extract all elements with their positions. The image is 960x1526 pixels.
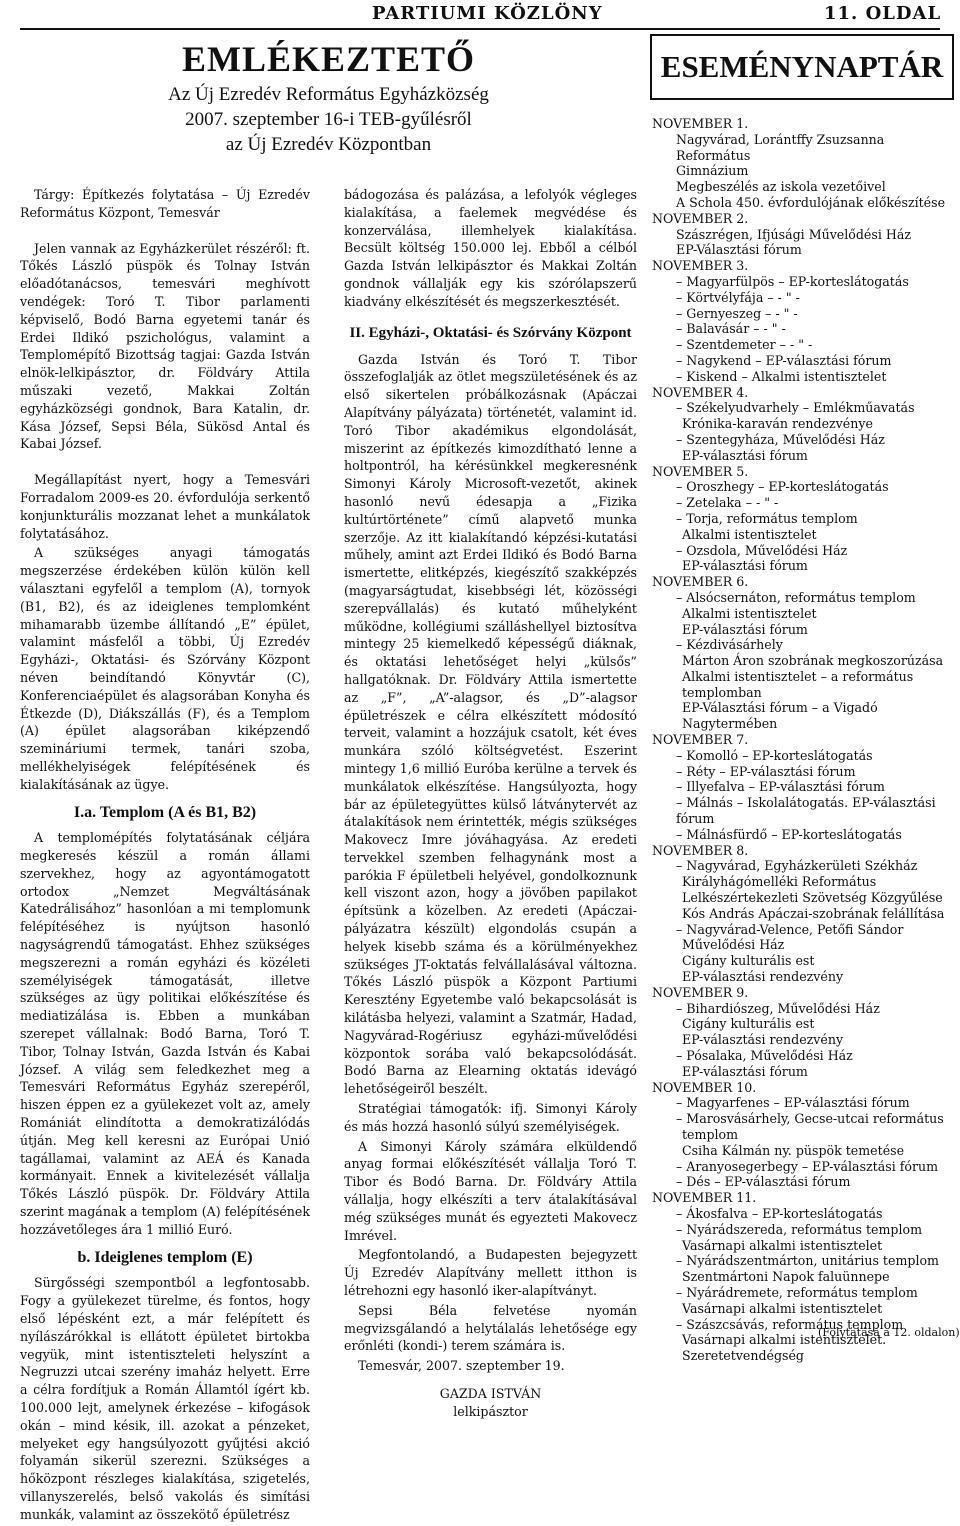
section-heading-kozpont: II. Egyházi-, Oktatási- és Szórvány Központ (349, 324, 632, 341)
article-title: EMLÉKEZTETŐ (181, 39, 476, 79)
event-line: – Kézdivásárhely (676, 637, 783, 653)
event-line: – Gernyeszeg – - " - (676, 305, 798, 321)
event-line: Cigány kulturális est (682, 953, 815, 969)
event-line: Alkalmi istentisztelet (682, 605, 817, 621)
event-date: NOVEMBER 11. (652, 1190, 757, 1206)
event-line: – Málnásfürdő – EP-korteslátogatás (676, 826, 902, 842)
event-line: – Kiskend – Alkalmi istentisztelet (676, 368, 887, 384)
section-heading-ideiglenes: b. Ideiglenes templom (E) (77, 1248, 253, 1266)
event-line: Szeretetvendégség (682, 1348, 804, 1364)
event-line: – Nyárádszentmárton, unitárius templom (676, 1253, 939, 1269)
section-heading-templom: I.a. Templom (A és B1, B2) (73, 803, 257, 821)
event-date: NOVEMBER 10. (652, 1079, 757, 1095)
signature-name: GAZDA ISTVÁN (439, 1386, 542, 1401)
event-line: Királyhágómelléki Református (682, 874, 877, 890)
event-line: – Ákosfalva – EP-korteslátogatás (676, 1205, 883, 1221)
event-line: EP-választási fórum (682, 1063, 808, 1079)
event-line: – Nyárádszereda, református templom (676, 1221, 923, 1237)
page-header (0, 0, 960, 30)
paragraph-simonyi: A Simonyi Károly számára elküldendő anyag formai előkészítését vállalja Toró T. Tibor és Bodó Barna. Dr. Földváry Attila vállalja, hogy elkészíti a terv átalakításával még szükséges munát és egyezteti Makovecz Imrével. (344, 1138, 637, 1243)
event-calendar-title-box (650, 34, 954, 100)
event-line: Szentmártoni Napok faluünnepe (682, 1269, 890, 1285)
event-line: EP-választási rendezvény (682, 1032, 844, 1048)
paragraph-supporters: Stratégiai támogatók: ifj. Simonyi Károly és más hozzá hasonló súlyú személyiségek. (344, 1101, 637, 1134)
publication-name: PARTIUMI KÖZLÖNY (372, 3, 603, 24)
event-date: NOVEMBER 6. (652, 574, 749, 590)
event-line: – Nagyvárad, Egyházkerületi Székház (676, 858, 918, 874)
event-line: Vasárnapi alkalmi istentisztelet. (682, 1332, 887, 1348)
event-line: Lelkészértekezleti Szövetség Közgyűlése (682, 890, 943, 906)
event-calendar-title: ESEMÉNYNAPTÁR (660, 49, 944, 84)
paragraph-kondi: Sepsi Béla felvetése nyomán megvizsgálandó a helytálalás lehetősége egy erőnléti (kondi-) terem számára is. (344, 1302, 637, 1354)
event-date: NOVEMBER 2. (652, 210, 749, 226)
event-line: templom (682, 1127, 739, 1142)
event-line: A Schola 450. évfordulójának előkészítése (676, 194, 946, 210)
event-line: – Komolló – EP-korteslátogatás (676, 747, 873, 763)
event-date: NOVEMBER 7. (652, 732, 749, 748)
event-line: – Oroszhegy – EP-korteslátogatás (676, 479, 889, 495)
event-line: – Alsócsernáton, református templom (676, 589, 916, 605)
article-subtitle-line-2: 2007. szeptember 16-i TEB-gyűlésről (185, 109, 472, 130)
event-line: – Dés – EP-választási fórum (676, 1174, 851, 1190)
event-date: NOVEMBER 4. (652, 384, 749, 400)
event-line: Vasárnapi alkalmi istentisztelet (682, 1300, 883, 1316)
document-date: Temesvár, 2007. szeptember 19. (358, 1358, 565, 1374)
event-line: Nagyvárad, Lorántffy Zsuzsanna Református (676, 131, 885, 163)
event-line: EP-választási fórum (682, 447, 808, 463)
event-line: – Bihardiószeg, Művelődési Ház (676, 1000, 880, 1016)
event-line: – Marosvásárhely, Gecse-utcai református (676, 1111, 944, 1127)
article-column-2 (344, 186, 637, 1421)
event-line: – Székelyudvarhely – Emlékműavatás (676, 400, 915, 416)
event-line: – Torja, református templom (676, 510, 858, 526)
event-line: Nagytermében (682, 716, 778, 732)
paragraph-kozpont: Gazda István és Toró T. Tibor összefoglalják az ötlet megszületésének és az első sikertelen próbálkozásnak (Apáczai Alapítvány pályázata) történetét, valamint id. Toró Tibor akadémikus elgondolását, miszerint az építkezés kimozdítható lenne a holtpontról, ha kérésünkkel megkeresnénk Simonyi Károly Microsoft-vezetőt, akinek hasonló nevű édesapja a „Fizika kultúrtörténete” című alapvető munka szerzője. Az itt kialakítandó képzési-kutatási műhely, amint azt Erdei Ildikó és Bodó Barna ismertette, elitképzés, kiegészítő szakképzés (magyarságtudat, kisebbségi lét, közösségi szerepvállalás) és kutató műhelyként működne, kollégiumi szálláshellyel biztosítva mintegy 25 kiemelkedő képességű diáknak, és oktatási lehetőséget helyi „külsős” hallgatóknak. Dr. Földváry Attila ismertette az „F”, „A”-alagsor, és „D”-alagsor épületrészek e célra elkészített módosító terveit, valamint a hozzájuk csatolt, két éves munkára szóló költségvetést. Eszerint mintegy 1,6 millió Euróba kerülne a tervek és munkálatok elkészítése. Hangsúlyozta, hogy bár az épületegyüttes külső látványtervét az átalakítások nem érintették, mégis szükséges Makovecz Imre jóváhagyása. Az eredeti tervekkel szemben felhagynánk most a parókia F épületbeli helyével, gondolkoznunk kell viszont azon, hogy a jövőben papilakot építsünk a közelben. Az eredeti (Apáczai-pályázatra készült) elgondolás csupán a helyek kisebb száma és a körülményekhez szükséges JT-oktatás felvállalásával változna. Tőkés László püspök a Központ Partiumi Keresztény Egyetembe való bekapcsolását is kilátásba helyezi, valamint a Szatmár, Hadad, Nagyvárad-Rogériusz egyházi-művelődési központok sorába való bekapcsolódását. Bodó Barna az Elearning oktatás idevágó lehetőségeiről beszélt. (344, 351, 637, 1097)
event-line: – Körtvélyfája – - " - (676, 289, 800, 305)
event-line: Csiha Kálmán ny. püspök temetése (682, 1142, 905, 1158)
event-line: – Illyefalva – EP-választási fórum (676, 779, 885, 795)
event-line: – Szentegyháza, Művelődési Ház (676, 431, 885, 447)
event-line: EP-választási rendezvény (682, 969, 844, 985)
event-line: Alkalmi istentisztelet (682, 526, 817, 542)
signature-block (344, 1385, 637, 1421)
event-line: – Réty – EP-választási fórum (676, 763, 856, 779)
event-line: – Magyarfenes – EP-választási fórum (676, 1095, 910, 1111)
event-line: Márton Áron szobrának megkoszorúzása (682, 653, 944, 669)
event-line: Kós András Apáczai-szobrának felállítása (682, 905, 945, 921)
article-subtitle-line-3: az Új Ezredév Központban (225, 134, 432, 155)
paragraph-templom: A templomépítés folytatásának céljára megkeresés készül a román állami szervekhez, hogy az agyontámogatott ortodox „Nemzet Megváltásának Katedrálisához” hasonlóan a mi templomunk felépítéséhez is nyújtson hasonló nagyságrendű támogatást. Ehhez szükséges megszerezni a román egyházi és közéleti személyiségek támogatását, illetve szükséges az ügy politikai előkészítése és mediatizálása is. Ebben a munkában szerepet vállalnak: Bodó Barna, Toró T. Tibor, Tolnay István, Gazda István és Kabai József. A világ sem feledkezhet meg a Temesvári Református Egyház szerepéről, hiszen éppen ez a gyülekezet volt az, amely Romániát elindította a demokratizálódás útján. Meg kell keresni az Európai Unió tagállamai, valamint az AEÁ és Kanada kormányait. Ennek a kivitelezését vállalja Tőkés László püspök. Dr. Földváry Attila szerint magának a templom (A) felépítésének hozzávetőleges ára 1 millió Euró. (20, 830, 310, 1237)
event-date: NOVEMBER 5. (652, 463, 749, 479)
event-line: – Aranyosegerbegy – EP-választási fórum (676, 1158, 939, 1174)
event-date: NOVEMBER 3. (652, 258, 749, 274)
event-calendar (650, 34, 950, 1364)
event-line: – Pósalaka, Művelődési Ház (676, 1048, 853, 1064)
event-date: NOVEMBER 1. (652, 116, 749, 131)
signature-title: lelkipásztor (453, 1403, 528, 1419)
paragraph-alapitvany: Megfontolandó, a Budapesten bejegyzett Új Ezredév Alapítvány mellett itthon is létrehozni egy hasonló iker-alapítványt. (344, 1247, 637, 1299)
event-line: EP-választási fórum (682, 558, 808, 574)
event-line: – Nagyvárad-Velence, Petőfi Sándor (676, 921, 904, 937)
event-line: Alkalmi istentisztelet – a református (682, 668, 914, 684)
event-line: – Nyárádremete, református templom (676, 1284, 918, 1300)
article-subtitle-line-1: Az Új Ezredév Református Egyházközség (168, 84, 489, 105)
event-line: – Szászcsávás, református templom (676, 1316, 904, 1332)
event-date: NOVEMBER 8. (652, 842, 749, 858)
event-line: Művelődési Ház (682, 937, 785, 953)
event-date: NOVEMBER 9. (652, 984, 749, 1000)
page-number: 11. OLDAL (824, 3, 942, 24)
event-line: – Magyarfülpös – EP-korteslátogatás (676, 273, 909, 289)
event-line: – Balavásár – - " - (676, 321, 786, 337)
event-line: Szászrégen, Ifjúsági Művelődési Ház (676, 226, 912, 242)
article-column-1 (20, 186, 310, 1526)
event-line: EP-Választási fórum – a Vigadó (682, 700, 878, 716)
paragraph-continued: bádogozása és palázása, a lefolyók végleges kialakítása, a faelemek megvédése és konzerválása, illemhelyek kialakítása. Becsült költség 150.000 lej. Ebből a célból Gazda István lelkipásztor és Makkai Zoltán gondnok vállalják egy kis szórólapszerű kiadvány elkészítését és megszerkesztését. (344, 187, 637, 309)
article-title-block (20, 34, 637, 157)
event-line: Gimnázium (676, 163, 749, 179)
continued-note: (Folytatása a 12. oldalon) (818, 1326, 960, 1339)
event-line: – Nagykend – EP-választási fórum (676, 352, 892, 368)
event-line: Krónika-karaván rendezvénye (682, 416, 873, 432)
paragraph-ideiglenes: Sürgősségi szempontból a legfontosabb. Fogy a gyülekezet türelme, és fontos, hogy első lépésként ezt, a már felépített és nyílászárókkal is ellátott épületet birtokba vegyük, mint istentiszteleti helyszínt a Negruzzi utcai szerény imaház helyett. Erre a célra fordítjuk a Román Államtól ígért kb. 100.000 lejt, amelynek érkezése – kifogások okán – mind késik, ill. azokat a pénzeket, melyeket egy hangsúlyozott gyűjtési akció folyamán sikerül szerezni. Szükséges a hőközpont részleges kialakítása, szigetelés, villanyszerelés, belső vakolás és simítási munkák, valamint az összekötő épületrész (20, 1275, 310, 1522)
event-line: templomban (682, 684, 762, 700)
event-line: Megbeszélés az iskola vezetőivel (676, 179, 886, 195)
event-line: EP-választási fórum (682, 621, 808, 637)
event-line: – Málnás – Iskolalátogatás. EP-választási fórum (676, 795, 936, 827)
paragraph-subject: Tárgy: Építkezés folytatása – Új Ezredév Református Központ, Temesvár (20, 187, 310, 220)
event-list (652, 116, 952, 1364)
event-line: – Zetelaka – - " - (676, 495, 779, 511)
event-line: – Ozsdola, Művelődési Ház (676, 542, 848, 558)
event-line: Vasárnapi alkalmi istentisztelet (682, 1237, 883, 1253)
event-line: – Szentdemeter – - " - (676, 337, 813, 353)
header-rule (20, 28, 940, 30)
paragraph-finding: Megállapítást nyert, hogy a Temesvári Forradalom 2009-es 20. évfordulója serkentő konjunkturális mozzanat lehet a munkálatok folytatásához. (20, 472, 310, 541)
paragraph-attendees: Jelen vannak az Egyházkerület részéről: ft. Tőkés László püspök és Tolnay István előadótanácsos, temesvári meghívott vendégek: Toró T. Tibor parlamenti képviselő, Bodó Barna egyetemi tanár és Erdei Ildikó pszichológus, valamint a Templomépítő Bizottság tagjai: Gazda István elnök-lelkipásztor, dr. Földváry Attila műszaki vezető, Makkai Zoltán egyházközségi gondnok, Bara Katalin, dr. Kása József, Sepsi Béla, Sükösd Antal és Kabai József. (20, 240, 310, 452)
paragraph-funding: A szükséges anyagi támogatás megszerzése érdekében külön külön kell választani egyfelől a templom (A), tornyok (B1, B2), és az ideiglenes templomként mihamarabb üzembe állítandó „E” épület, valamint másfelől a többi, Új Ezredév Egyházi-, Oktatási- és Szórvány Központ néven beindítandó Könyvtár (C), Konferenciaépület és alagsorában Konyha és Étkezde (D), Diákszállás (F), és a Templom (A) épület alagsorában kiképzendő szemináriumi termek, tanári szoba, mellékhelyiségek felépítésének és kialakításának az ügye. (20, 545, 310, 792)
event-line: Cigány kulturális est (682, 1016, 815, 1032)
event-line: EP-Választási fórum (676, 242, 802, 258)
